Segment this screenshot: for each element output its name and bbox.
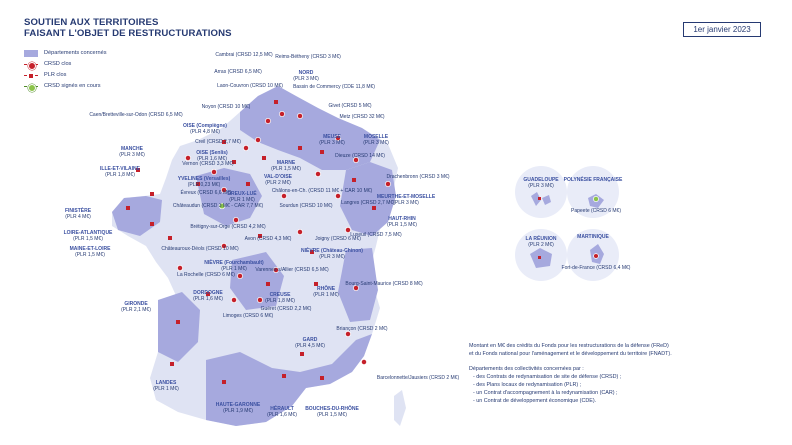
- map-label: Châteauroux-Déols (CRSD 10 M€): [161, 246, 239, 252]
- map-label: Varennes-s/Allier (CRSD 6,5 M€): [255, 267, 329, 273]
- map-label: ILLE-ET-VILAINE (PLR 1,8 M€): [100, 166, 140, 178]
- map-label: Reims-Bétheny (CRSD 3 M€): [275, 54, 341, 60]
- map-label: Caen/Bretteville-sur-Odon (CRSD 6,5 M€): [89, 112, 183, 118]
- map-label: Sourdun (CRSD 10 M€): [279, 203, 333, 209]
- papeete-value: Papeete (CRSD 6 M€): [570, 208, 622, 214]
- map-label: MAINE-ET-LOIRE (PLR 1,5 M€): [69, 246, 111, 258]
- note-line-1: Montant en M€ des crédits du Fonds pour les restructurations de la défense (FReD): [469, 343, 669, 349]
- note-line-3: Départements des collectivités concernées par :: [469, 366, 584, 372]
- map-label: OISE (Senlis) (PLR 1,6 M€): [196, 150, 228, 162]
- guadeloupe-title: GUADELOUPE: [523, 177, 559, 183]
- map-label: MOSELLE (PLR 3 M€): [363, 134, 389, 146]
- map-label: Barcelonnette/Jausiers (CRSD 2 M€): [376, 375, 460, 381]
- map-label: Metz (CRSD 32 M€): [339, 114, 385, 120]
- reunion-value: (PLR 2 M€): [528, 242, 554, 248]
- map-label: LOIRE-ATLANTIQUE (PLR 1,5 M€): [63, 230, 113, 242]
- map-label: Creil (CRSD 2,7 M€): [195, 139, 241, 145]
- reunion-title: LA RÉUNION: [525, 236, 557, 242]
- map-label: FINISTÈRE (PLR 4 M€): [64, 208, 92, 220]
- fort-de-france-value: Fort-de-France (CRSD 6,4 M€): [561, 265, 631, 271]
- map-label: HAUT-RHIN (PLR 1,5 M€): [387, 216, 417, 228]
- map-label: MARNE (PLR 1,5 M€): [271, 160, 301, 172]
- map-label: HAUTE-GARONNE (PLR 1,9 M€): [215, 402, 261, 414]
- map-label: HÉRAULT (PLR 1,6 M€): [267, 406, 297, 418]
- map-label: Langres (CRSD 2,7 M€): [341, 200, 395, 206]
- map-label: Givet (CRSD 5 M€): [328, 103, 372, 109]
- map-label: NIÈVRE (Fourchambault) (PLR 1 M€): [204, 260, 264, 272]
- map-label: Briançon (CRSD 2 M€): [336, 326, 388, 332]
- map-label: Drachenbronn (CRSD 3 M€): [386, 174, 450, 180]
- map-label: Noyon (CRSD 10 M€): [201, 104, 251, 110]
- date-badge: 1er janvier 2023: [683, 22, 761, 37]
- map-label: MANCHE (PLR 3 M€): [119, 146, 145, 158]
- map-label: GARD (PLR 4,5 M€): [295, 337, 325, 349]
- map-label: Arras (CRSD 6,5 M€): [214, 69, 262, 75]
- map-label: MEURTHE-ET-MOSELLE (PLR 3 M€): [376, 194, 436, 206]
- map-label: VAL-D'OISE (PLR 2 M€): [263, 174, 293, 186]
- marker-plr-closed: [538, 256, 541, 259]
- marker-plr-closed: [538, 197, 541, 200]
- map-label: Bourg-Saint-Maurice (CRSD 8 M€): [345, 281, 423, 287]
- note-line-4: - des Contrats de redynamisation de site de défense (CRSD) ;: [473, 374, 622, 380]
- map-label: MEUSE (PLR 3 M€): [319, 134, 345, 146]
- note-line-2: et du Fonds national pour l'aménagement et le développement du territoire (FNADT).: [469, 351, 672, 357]
- map-label: Châlons-en-Ch. (CRSD 11 M€ + CAR 10 M€): [271, 188, 373, 194]
- martinique-title: MARTINIQUE: [577, 234, 609, 240]
- map-label: Luxeuil (CRSD 7,5 M€): [350, 232, 402, 238]
- title-line-1: SOUTIEN AUX TERRITOIRES: [24, 17, 159, 28]
- polynesia-title: POLYNÉSIE FRANÇAISE: [563, 177, 623, 183]
- note-line-7: - un Contrat de développement économique (CDE).: [473, 398, 597, 404]
- marker-crsd-ongoing: [593, 196, 598, 201]
- map-label: Cambrai (CRSD 12,5 M€): [215, 52, 273, 58]
- map-label: Châteaudun (CRSD 3 M€ - CAR 7,7 M€): [172, 203, 264, 209]
- map-label: Dieuze (CRSD 14 M€): [335, 153, 385, 159]
- map-label: La Rochelle (CRSD 6 M€): [177, 272, 235, 278]
- map-label: YVELINES (Versailles) (PLR 0,23 M€): [177, 176, 231, 188]
- map-label: OISE (Compiègne) (PLR 4,8 M€): [183, 123, 227, 135]
- map-label: GIRONDE (PLR 2,1 M€): [121, 301, 151, 313]
- map-label: Vernon (CRSD 3,3 M€): [182, 161, 234, 167]
- title-line-2: FAISANT L'OBJET DE RESTRUCTURATIONS: [24, 28, 232, 39]
- map-label: Évreux (CRSD 6,6 M€): [180, 190, 232, 196]
- map-label: Bassin de Commercy (CDE 11,8 M€): [293, 84, 375, 90]
- map-label: BOUCHES-DU-RHÔNE (PLR 1,5 M€): [305, 406, 359, 418]
- map-label: CREUSE (PLR 1,8 M€): [265, 292, 295, 304]
- map-label: NIÈVRE (Château-Chinon) (PLR 3 M€): [301, 248, 363, 260]
- map-label: RHÔNE (PLR 1 M€): [313, 286, 339, 298]
- map-label: Limoges (CRSD 6 M€): [222, 313, 274, 319]
- map-label: LANDES (PLR 1 M€): [153, 380, 179, 392]
- map-label: Avon (CRSD 4,3 M€): [244, 236, 292, 242]
- guadeloupe-value: (PLR 3 M€): [528, 183, 554, 189]
- map-label: NORD (PLR 3 M€): [293, 70, 319, 82]
- note-line-6: - un Contrat d'accompagnement à la redynamisation (CAR) ;: [473, 390, 618, 396]
- map-label: Laon-Couvron (CRSD 10 M€): [217, 83, 283, 89]
- note-line-5: - des Plans locaux de redynamisation (PLR) ;: [473, 382, 582, 388]
- map-label: Guéret (CRSD 2,2 M€): [260, 306, 312, 312]
- map-label: Joigny (CRSD 6 M€): [315, 236, 361, 242]
- map-label: DREUX-LUÉ (PLR 1 M€): [227, 191, 257, 203]
- marker-crsd-closed: [594, 254, 599, 259]
- map-label: Brétigny-sur-Orge (CRSD 4,2 M€): [190, 224, 266, 230]
- map-label: DORDOGNE (PLR 1,6 M€): [193, 290, 223, 302]
